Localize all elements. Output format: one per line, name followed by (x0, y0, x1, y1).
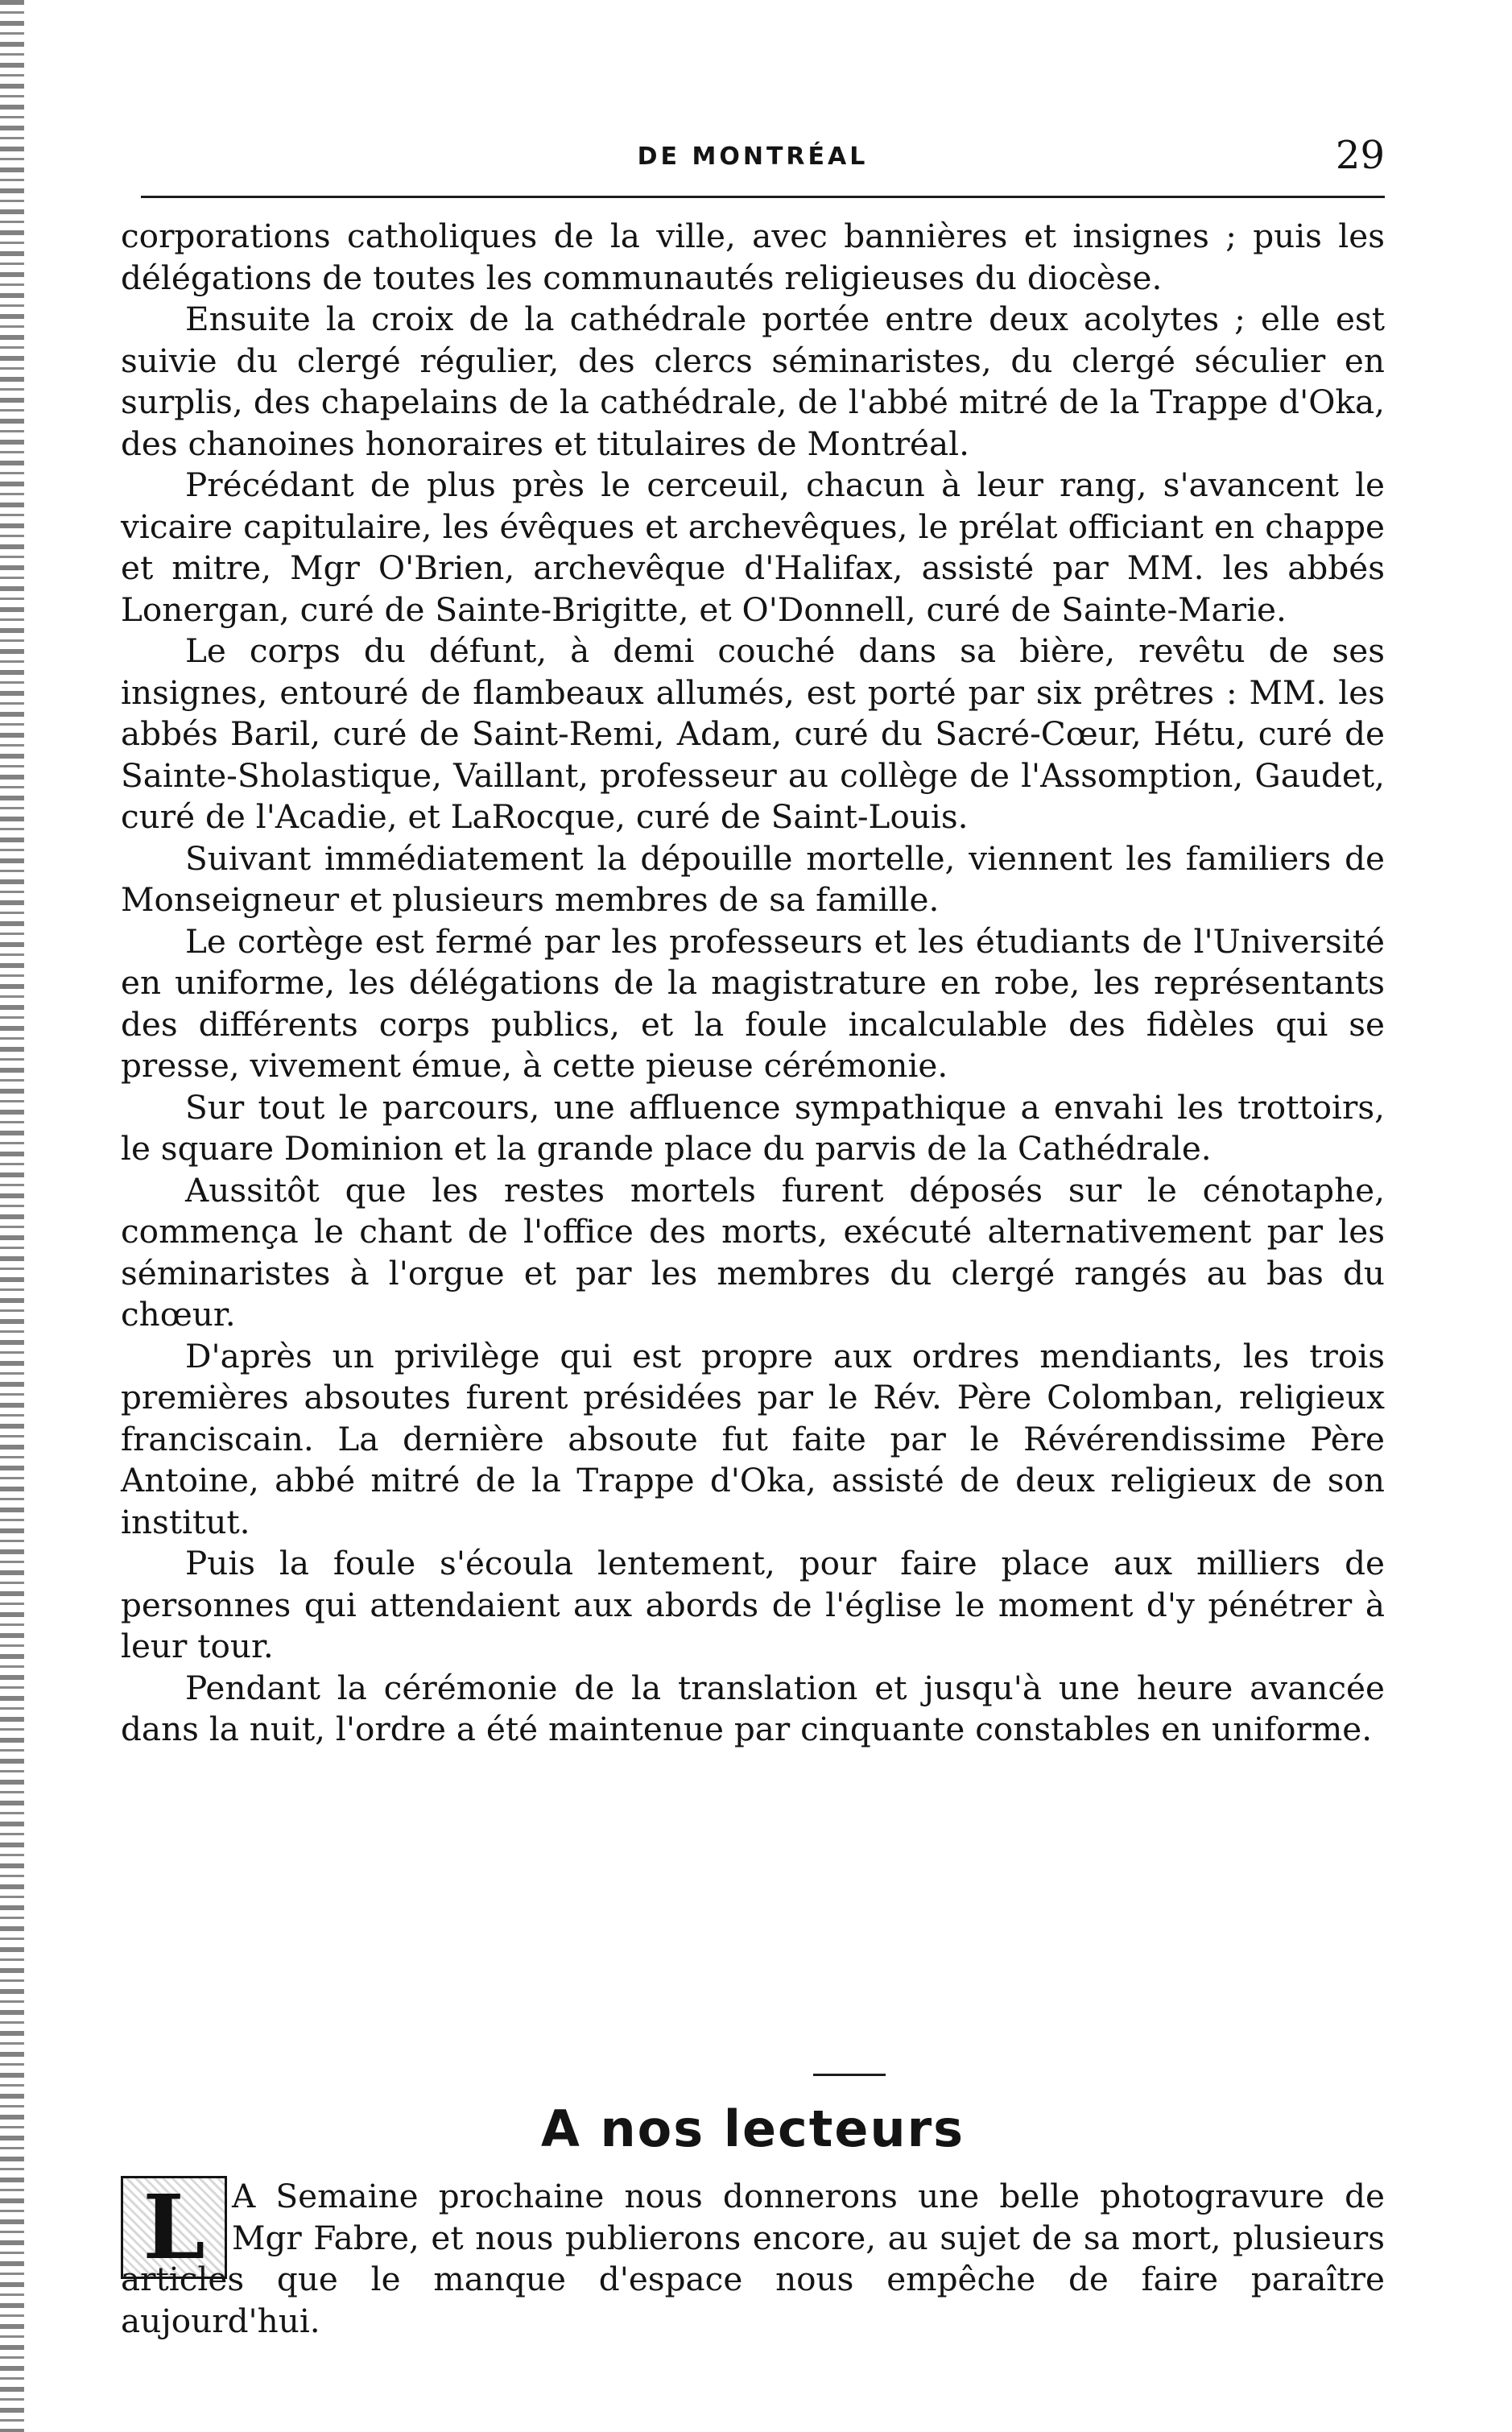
paragraph: corporations catholiques de la ville, avec bannières et insignes ; puis les délégations de toutes les communautés religieuses du diocèse. (121, 217, 1385, 297)
paragraph: Suivant immédiatement la dépouille mortelle, viennent les familiers de Monseigneur et plusieurs membres de sa famille. (121, 838, 1385, 919)
paragraph: Le corps du défunt, à demi couché dans sa bière, revêtu de ses insignes, entouré de flambeaux allumés, est porté par six prêtres : MM. les abbés Baril, curé de Saint-Remi, Adam, curé du Sacré-Cœur, Hétu, curé de Sainte-Sholastique, Vaillant, professeur au collège de l'Assomption, Gaudet, curé de l'Acadie, et LaRocque, curé de Saint-Louis. (121, 631, 1385, 836)
paragraph: Ensuite la croix de la cathédrale portée entre deux acolytes ; elle est suivie du clergé régulier, des clercs séminaristes, du clergé séculier en surplis, des chapelains de la cathédrale, de l'abbé mitré de la Trappe d'Oka, des chanoines honoraires et titulaires de Montréal. (121, 300, 1385, 463)
page-edge-shadow (0, 0, 24, 2432)
running-header (121, 133, 1385, 181)
running-title: DE MONTRÉAL (637, 143, 869, 171)
section-heading: A nos lecteurs (540, 2099, 965, 2158)
paragraph: Pendant la cérémonie de la translation et jusqu'à une heure avancée dans la nuit, l'ordre a été maintenue par cinquante constables en uniforme. (121, 1668, 1385, 1748)
paragraph: Le cortège est fermé par les professeurs et les étudiants de l'Université en uniforme, les délégations de la magistrature en robe, les représentants des différents corps publics, et la foule incalculable des fidèles qui se presse, vivement émue, à cette pieuse cérémonie. (121, 921, 1385, 1085)
paragraph: Précédant de plus près le cerceuil, chacun à leur rang, s'avancent le vicaire capitulaire, les évêques et archevêques, le prélat officiant en chappe et mitre, Mgr O'Brien, archevêque d'Halifax, assisté par MM. les abbés Lonergan, curé de Sainte-Brigitte, et O'Donnell, curé de Sainte-Marie. (121, 465, 1385, 629)
header-rule (141, 196, 1385, 198)
article-body (121, 216, 1385, 1751)
paragraph: Puis la foule s'écoula lentement, pour faire place aux milliers de personnes qui attendaient aux abords de l'église le moment d'y pénétrer à leur tour. (121, 1544, 1385, 1665)
paragraph: Aussitôt que les restes mortels furent déposés sur le cénotaphe, commença le chant de l'office des morts, exécuté alternativement par les séminaristes à l'orgue et par les membres du clergé rangés au bas du chœur. (121, 1170, 1385, 1334)
notice-block (121, 2176, 1385, 2369)
drop-cap-letter: L (143, 2175, 205, 2279)
section-divider (813, 2074, 886, 2076)
notice-text: A Semaine prochaine nous donnerons une belle photogravure de Mgr Fabre, et nous publierons encore, au sujet de sa mort, plusieurs articles que le manque d'espace nous empêche de faire paraître aujourd'hui. (121, 2177, 1385, 2340)
paragraph: Sur tout le parcours, une affluence sympathique a envahi les trottoirs, le square Dominion et la grande place du parvis de la Cathédrale. (121, 1087, 1385, 1168)
notice-paragraph (121, 2176, 1385, 2342)
paragraph: D'après un privilège qui est propre aux ordres mendiants, les trois premières absoutes furent présidées par le Rév. Père Colomban, religieux franciscain. La dernière absoute fut faite par le Révérendissime Père Antoine, abbé mitré de la Trappe d'Oka, assisté de deux religieux de son institut. (121, 1336, 1385, 1541)
page-number: 29 (1335, 133, 1385, 178)
drop-cap-spacer (121, 2176, 232, 2256)
